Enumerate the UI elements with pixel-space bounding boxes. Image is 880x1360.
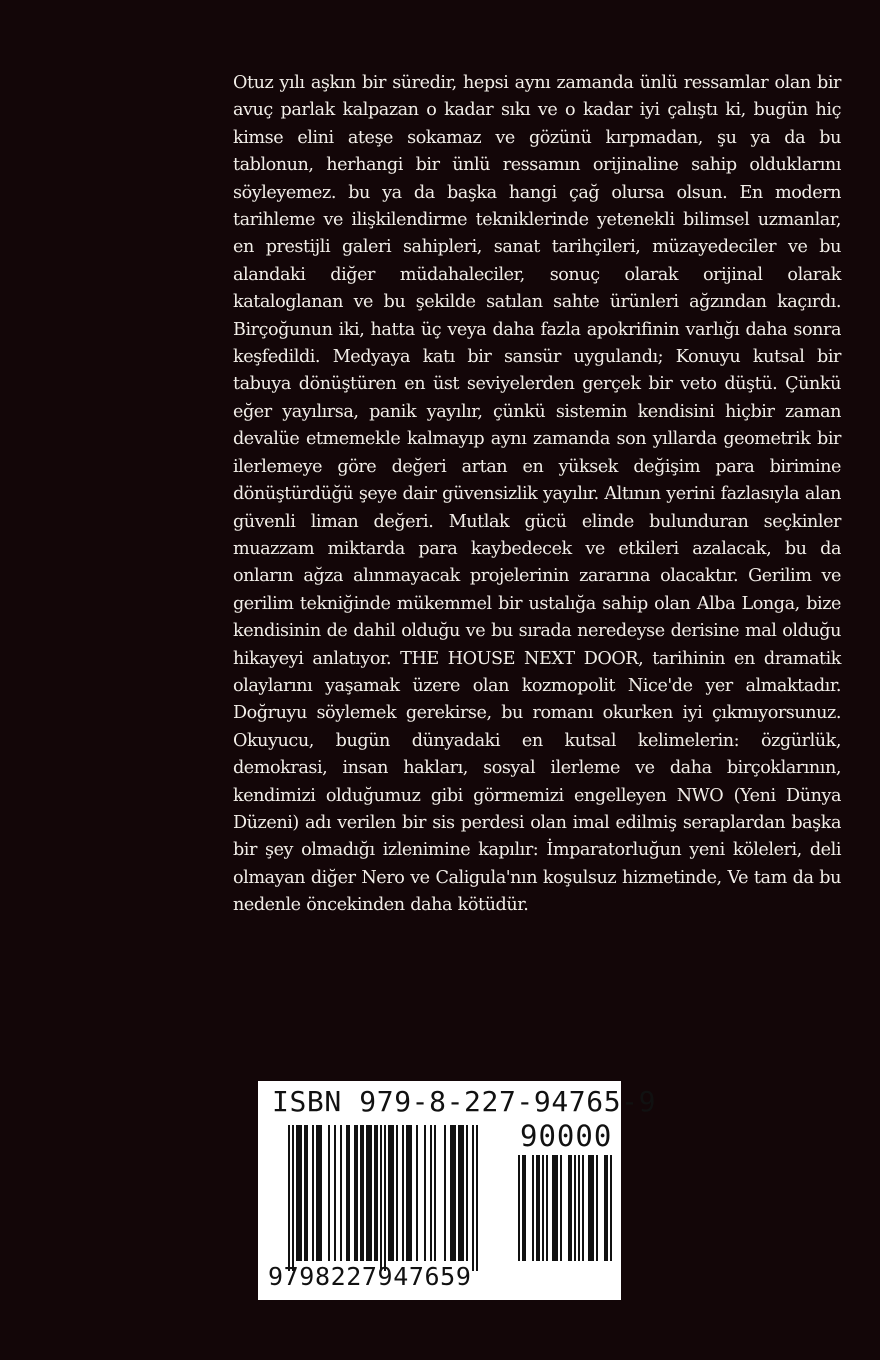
barcode-bar [476,1125,478,1271]
addon-bar [588,1155,594,1261]
barcode-bar [374,1125,378,1261]
addon-bar [542,1155,544,1261]
addon-bar [532,1155,534,1261]
barcode-bar [346,1125,350,1261]
isbn-barcode-label [258,1081,657,1300]
barcode-bar [354,1125,358,1261]
addon-bar [518,1155,520,1261]
barcode-bar [450,1125,456,1261]
barcode-bar [384,1125,386,1271]
barcode-bar [458,1125,464,1261]
barcode-bar [406,1125,412,1261]
barcode-bar [430,1125,432,1261]
barcode-bar [380,1125,382,1271]
addon-bar [522,1155,526,1261]
addon-bar [560,1155,562,1261]
addon-bar [604,1155,608,1261]
isbn-number: ISBN 979-8-227-94765-9 [272,1085,657,1118]
barcode-bar [334,1125,336,1261]
addon-bar [578,1155,580,1261]
addon-bar [574,1155,576,1261]
addon-bar [546,1155,548,1261]
barcode-bar [366,1125,372,1261]
barcode-bar [288,1125,290,1271]
barcode-bar [360,1125,364,1261]
barcode-bar [312,1125,314,1261]
addon-bar [568,1155,572,1261]
barcode-bar [472,1125,474,1271]
addon-bar [552,1155,558,1261]
barcode-bar [316,1125,322,1261]
barcode-bar [296,1125,302,1261]
barcode-bar [444,1125,446,1261]
barcode-bar [292,1125,294,1271]
barcode-bar [402,1125,404,1261]
price-code: 90000 [520,1119,613,1153]
blurb-text: Otuz yılı aşkın bir süredir, hepsi aynı zamanda ünlü ressamlar olan bir avuç parlak kalpazan o kadar sıkı ve o kadar iyi çalıştı ki, bugün hiç kimse elini ateşe sokamaz ve gözünü kırpmadan, şu ya da bu tablonun, herhangi bir ünlü ressamın orijinaline sahip olduklarını söyleyemez. bu ya da başka hangi çağ olursa olsun. En modern tarihleme ve ilişkilendirme tekniklerinde yetenekli bilimsel uzmanlar, en prestijli galeri sahipleri, sanat tarihçileri, müzayedeciler ve bu alandaki diğer müdahaleciler, sonuç olarak orijinal olarak kataloglanan ve bu şekilde satılan sahte ürünleri ağzından kaçırdı. Birçoğunun iki, hatta üç veya daha fazla apokrifinin varlığı daha sonra keşfedildi. Medyaya katı bir sansür uygulandı; Konuyu kutsal bir tabuya dönüştüren en üst seviyelerden gerçek bir veto düştü. Çünkü eğer yayılırsa, panik yayılır, çünkü sistemin kendisini hiçbir zaman devalüe etmemekle kalmayıp aynı zamanda son yıllarda geometrik bir ilerlemeye göre değeri artan en yüksek değişim para birimine dönüştürdüğü şeye dair güvensizlik yayılır. Altının yerini fazlasıyla alan güvenli liman değeri. Mutlak gücü elinde bulunduran seçkinler muazzam miktarda para kaybedecek ve etkileri azalacak, bu da onların ağza alınmayacak projelerinin zararına olacaktır. Gerilim ve gerilim tekniğinde mükemmel bir ustalığa sahip olan Alba Longa, bize kendisinin de dahil olduğu ve bu sırada neredeyse derisine mal olduğu hikayeyi anlatıyor. THE HOUSE NEXT DOOR, tarihinin en dramatik olaylarını yaşamak üzere olan kozmopolit Nice'de yer almaktadır. Doğruyu söylemek gerekirse, bu romanı okurken iyi çıkmıyorsunuz. Okuyucu, bugün dünyadaki en kutsal kelimelerin: özgürlük, demokrasi, insan hakları, sosyal ilerleme ve daha birçoklarının, kendimizi olduğumuz gibi görmemizi engelleyen NWO (Yeni Dünya Düzeni) adı verilen bir sis perdesi olan imal edilmiş seraplardan başka bir şey olmadığı izlenimine kapılır: İmparatorluğun yeni köleleri, deli olmayan diğer Nero ve Caligula'nın koşulsuz hizmetinde, Ve tam da bu nedenle öncekinden daha kötüdür. [233,73,841,916]
barcode-bar [416,1125,418,1261]
addon-bar [536,1155,540,1261]
ean-digits: 9798227947659 [268,1262,472,1291]
barcode-bar [396,1125,398,1261]
barcode-bar [388,1125,394,1261]
barcode-bar [424,1125,426,1261]
barcode-bar [466,1125,468,1261]
barcode-bar [304,1125,308,1261]
addon-bar [582,1155,584,1261]
barcode-bar [434,1125,436,1261]
barcode-bar [328,1125,330,1261]
addon-bar [596,1155,598,1261]
barcode-bar [340,1125,342,1261]
addon-bar [610,1155,612,1261]
